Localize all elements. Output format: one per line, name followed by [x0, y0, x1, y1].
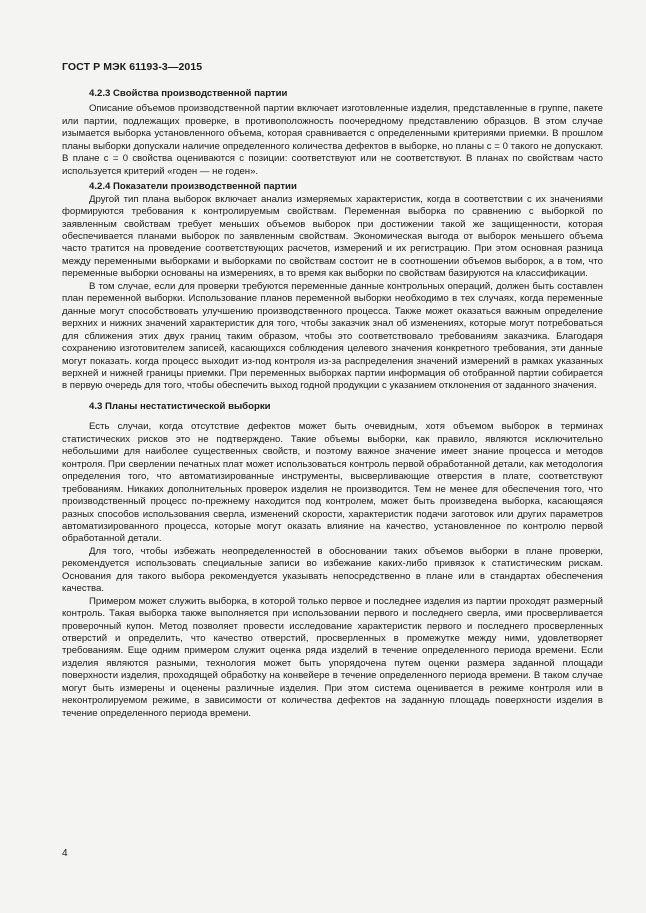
section-heading: 4.2.3 Свойства производственной партии	[89, 88, 288, 99]
page-number: 4	[62, 848, 68, 859]
paragraph: Описание объемов производственной партии включает изготовленные изделия, представленные в группе, пакете или партии, подлежащих проверке, в противоположность поочередному представлению образцов. В этом случае изымается выборка установленного объема, которая сравнивается с определенными критериями приемки. В прошлом планы выборки допускали наличие определенного количества дефектов в выборке, но планы c = 0 такого не допускают. В плане c = 0 свойства оцениваются с позиции: соответствуют или не соответствуют. В планах по свойствам часто используется критерий «годен — не годен».	[62, 103, 603, 177]
document-header: ГОСТ Р МЭК 61193-3—2015	[62, 61, 203, 73]
document-body	[62, 88, 603, 720]
section-heading: 4.3 Планы нестатистической выборки	[89, 400, 271, 412]
paragraph: Примером может служить выборка, в которой только первое и последнее изделия из партии проходят размерный контроль. Такая выборка также выполняется при использовании первого и последнего сверла, ими просверливается проверочный купон. Метод позволяет провести исследование характеристик первого и последнего просверленных отверстий и определить, что качество отверстий, просверленных в промежутке между ними, удовлетворяет требованиям. Еще одним примером служит оценка ряда изделий в течение определенного периода времени. Если изделия являются разными, технология может быть упорядочена путем оценки размера заданной площади поверхности изделия, проходящей обработку на конвейере в течение определенного периода времени. В таком случае могут быть измерены и оценены различные изделия. При этом система оценивается в режиме контроля или в неконтролируемом режиме, в зависимости от количества дефектов на заданную площадь поверхности изделия в течение определенного периода времени.	[62, 595, 603, 719]
section-heading: 4.2.4 Показатели производственной партии	[89, 181, 297, 193]
paragraph: Есть случаи, когда отсутствие дефектов может быть очевидным, хотя объемом выборок в терминах статистических рисков это не подтверждено. Такие объемы выборки, как правило, являются исключительно небольшими для наиболее существенных свойств, и поэтому важное значение имеет знание процесса и методов контроля. При сверлении печатных плат может использоваться контроль первой обработанной детали, как методология определения того, что автоматизированные инструменты, высверливающие отверстия в плате, соответствуют требованиям. Никаких дополнительных проверок изделия не производится. Тем не менее для обеспечения того, что производственный процесс по-прежнему находится под контролем, может быть произведена выборка, касающаяся разных способов использования сверла, изменений скорости, характеристик подачи заготовок или других параметров автоматизированного процесса, которые могут оказать влияние на качество, установленное по контролю первой обработанной детали.	[62, 421, 603, 545]
paragraph: В том случае, если для проверки требуются переменные данные контрольных операций, должен быть составлен план переменной выборки. Использование планов переменной выборки необходимо в тех случаях, когда переменные данные могут способствовать улучшению производственного процесса. Также может оказаться важным определение верхних и нижних значений характеристик для того, чтобы заказчик знал об изменениях, которые могут потребоваться для сближения этих двух границ таким образом, чтобы это соответствовало требованиям заказчика. Благодаря сохранению изготовителем записей, касающихся соблюдения целевого значения конкретного требования, эти данные могут показать. когда процесс выходит из-под контроля из-за распределения значений измерений в рамках указанных верхней и нижней границы приемки. При переменных выборках партии информация об отобранной партии собирается в первую очередь для того, чтобы обеспечить выход годной продукции с указанием отклонения от заданного значения.	[62, 280, 603, 392]
paragraph: Другой тип плана выборок включает анализ измеряемых характеристик, когда в соответствии с их значениями формируются требования к контролируемым свойствам. Переменная выборка по сравнению с выборкой по заявленным свойствам требует меньших объемов выборок при достижении такой же защищенности, которая обеспечивается планами выборок по заявленным свойствам. Экономическая выгода от выборок меньшего объема часто тратится на проведение соответствующих расчетов, измерений и их регистрацию. При этом основная разница между переменными выборками и выборками по свойствам состоит не в соотношении объемов выборок, а в том, что переменные выборки основаны на измерениях, в то время как выборки по свойствам базируются на классификации.	[62, 193, 603, 280]
paragraph: Для того, чтобы избежать неопределенностей в обосновании таких объемов выборки в плане проверки, рекомендуется использовать специальные записи во избежание каких-либо привязок к статистическим рискам. Основания для такого выбора рекомендуется указывать непосредственно в плане или в стандартах обеспечения качества.	[62, 545, 603, 595]
